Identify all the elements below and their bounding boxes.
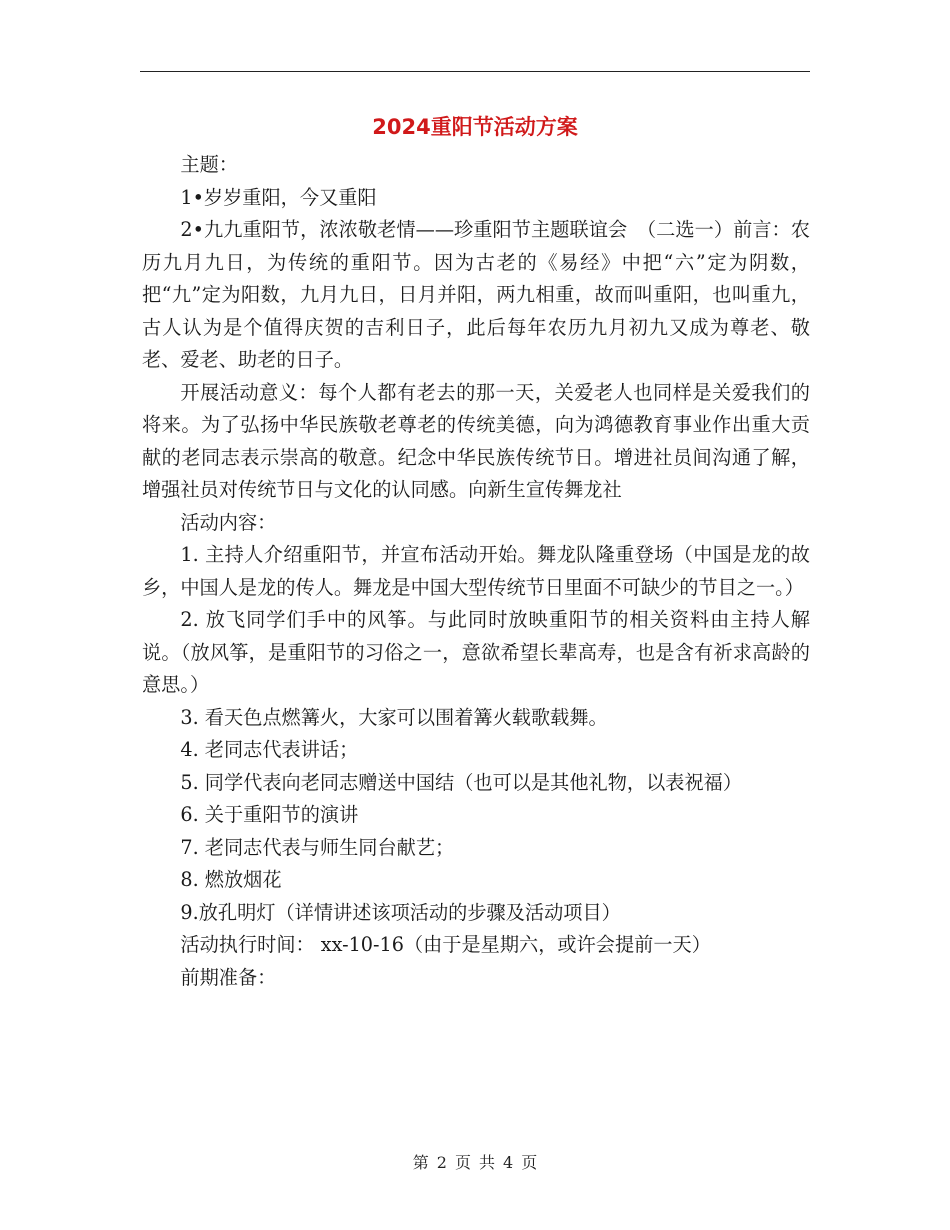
list-item-5: 5. 同学代表向老同志赠送中国结（也可以是其他礼物，以表祝福）	[180, 770, 743, 794]
footer-suffix: 页	[521, 1153, 538, 1172]
paragraph-execution-time: 活动执行时间： xx-10-16（由于是星期六，或许会提前一天）	[180, 933, 711, 956]
paragraph-theme-1: 1•岁岁重阳，今又重阳	[180, 185, 377, 209]
paragraph-theme-heading: 主题：	[180, 153, 238, 176]
footer-total-word: 共	[479, 1153, 496, 1172]
list-item-3: 3. 看天色点燃篝火，大家可以围着篝火载歌载舞。	[180, 705, 608, 729]
page-footer	[0, 1151, 950, 1175]
footer-total-pages: 4	[503, 1153, 514, 1172]
list-item-6: 6. 关于重阳节的演讲	[180, 803, 359, 826]
header-rule	[140, 71, 810, 72]
footer-current-page: 2	[436, 1153, 447, 1172]
list-item-8: 8. 燃放烟花	[180, 868, 282, 891]
paragraph-significance: 开展活动意义：每个人都有老去的那一天，关爱老人也同样是关爱我们的将来。为了弘扬中华民族敬老尊老的传统美德，向为鸿德教育事业作出重大贡献的老同志表示崇高的敬意。纪念中华民族传统节日。增进社员间沟通了解，增强社员对传统节日与文化的认同感。向新生宣传舞龙社	[142, 380, 810, 501]
list-item-1: 1. 主持人介绍重阳节，并宣布活动开始。舞龙队隆重登场（中国是龙的故乡，中国人是龙的传人。舞龙是中国大型传统节日里面不可缺少的节目之一。）	[142, 543, 810, 599]
paragraph-theme-2-preface: 2•九九重阳节，浓浓敬老情——珍重阳节主题联谊会 （二选一）前言：农历九月九日，为传统的重阳节。因为古老的《易经》中把“六”定为阴数，把“九”定为阳数，九月九日，日月并阳，两九相重，故而叫重阳，也叫重九，古人认为是个值得庆贺的吉利日子，此后每年农历九月初九又成为尊老、敬老、爱老、助老的日子。	[142, 218, 810, 371]
footer-prefix: 第	[412, 1153, 429, 1172]
document-title: 2024重阳节活动方案	[372, 115, 578, 139]
list-item-7: 7. 老同志代表与师生同台献艺；	[180, 835, 455, 859]
paragraph-content-heading: 活动内容：	[180, 510, 277, 534]
document-body	[142, 149, 810, 994]
list-item-9: 9.放孔明灯（详情讲述该项活动的步骤及活动项目）	[180, 900, 621, 924]
footer-page-word: 页	[454, 1153, 471, 1172]
paragraph-preparation-heading: 前期准备：	[180, 965, 277, 989]
list-item-2: 2. 放飞同学们手中的风筝。与此同时放映重阳节的相关资料由主持人解说。（放风筝，是重阳节的习俗之一，意欲希望长辈高寿，也是含有祈求高龄的意思。）	[142, 608, 810, 696]
list-item-4: 4. 老同志代表讲话；	[180, 738, 359, 761]
